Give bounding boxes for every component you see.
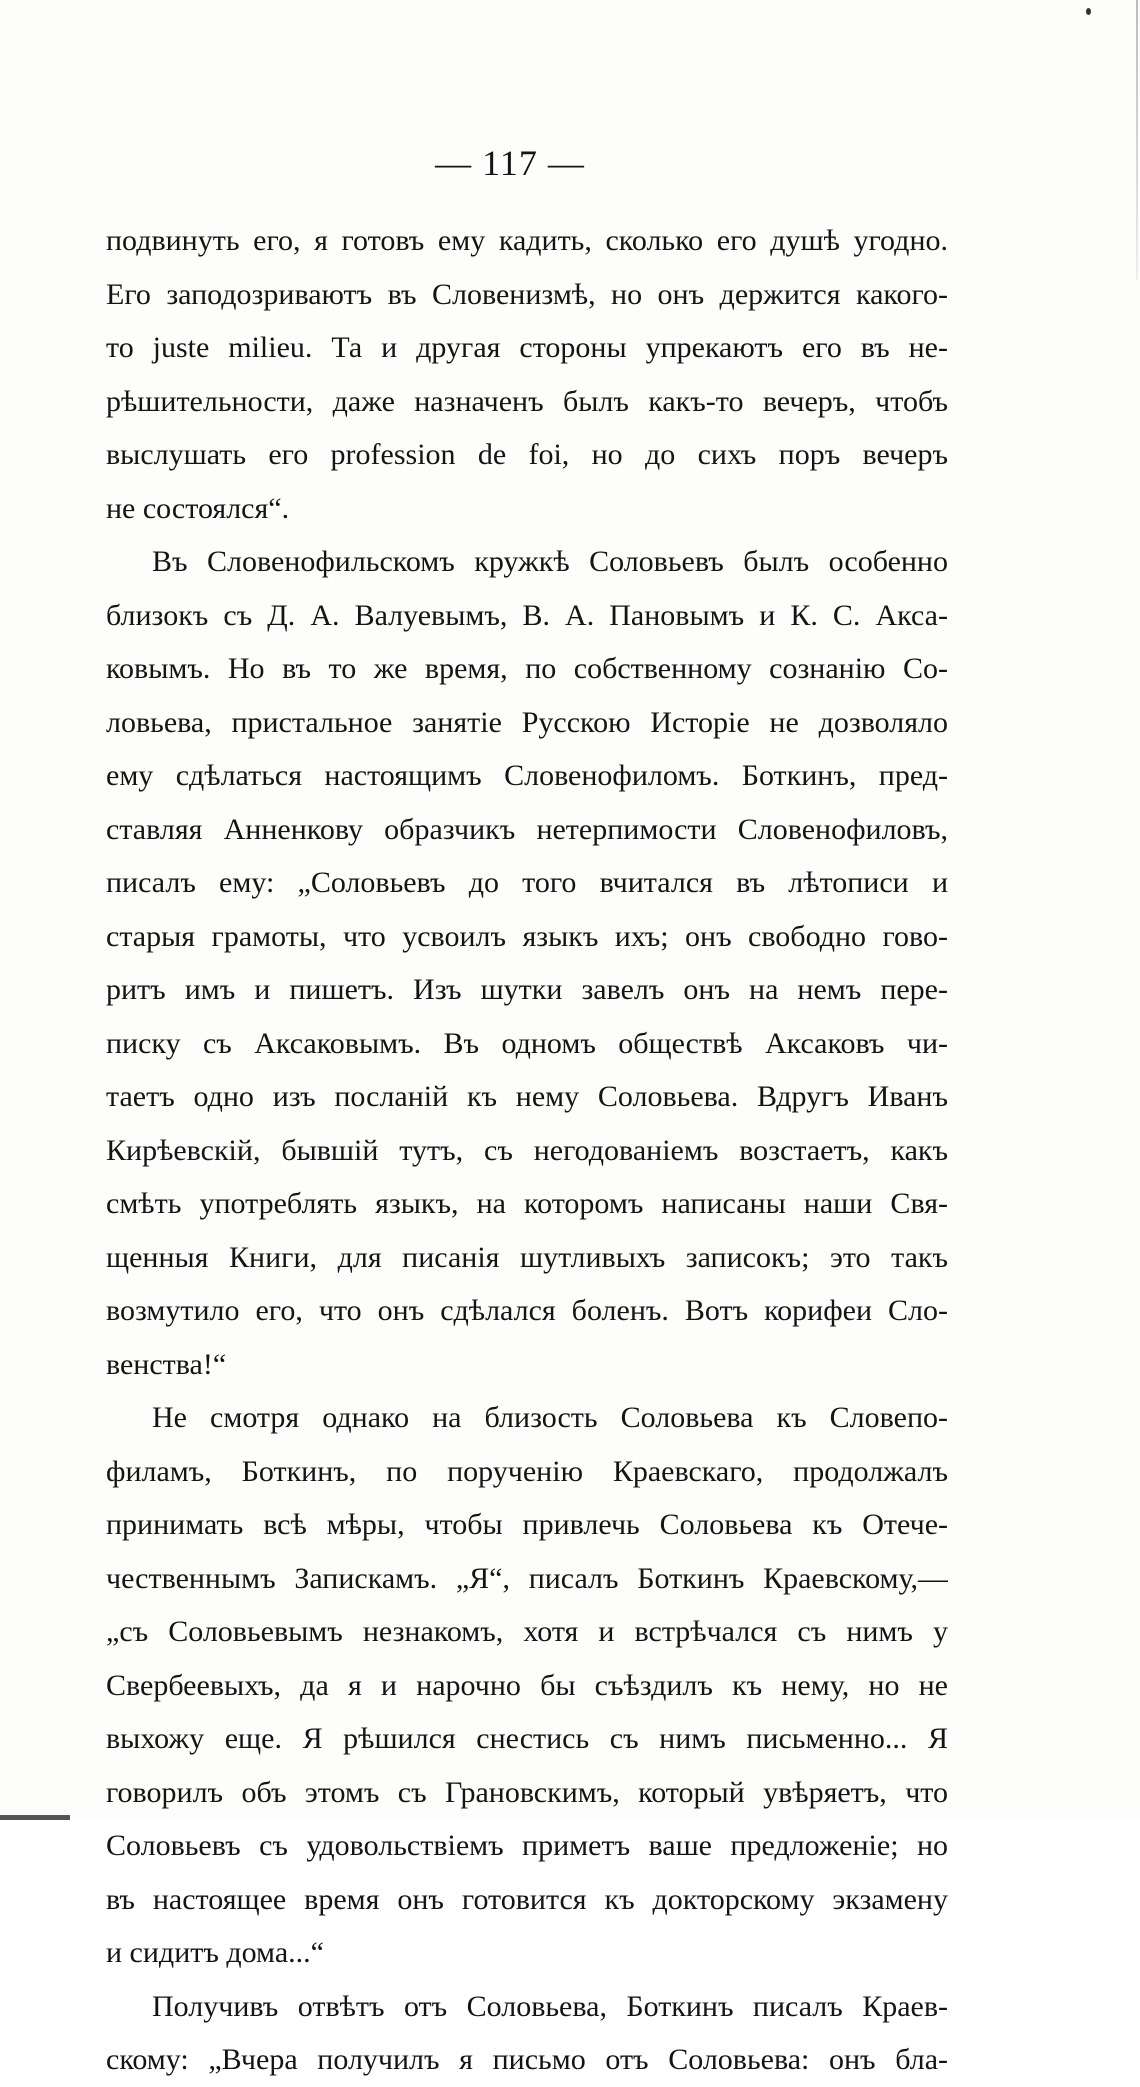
text-line: ставляя Анненкову образчикъ нетерпимости Словенофиловъ, xyxy=(106,812,948,846)
text-line: венства!“ xyxy=(106,1347,227,1381)
text-line: ритъ имъ и пишетъ. Изъ шутки завелъ онъ на немъ пере- xyxy=(106,973,948,1006)
text-line: „съ Соловьевымъ незнакомъ, хотя и встрѣчался съ нимъ у xyxy=(106,1615,948,1648)
text-line: рѣшительности, даже назначенъ былъ какъ-то вечеръ, чтобъ xyxy=(106,384,948,418)
text-line: принимать всѣ мѣры, чтобы привлечь Соловьева къ Отече- xyxy=(106,1508,948,1541)
text-line: Получивъ отвѣтъ отъ Соловьева, Боткинъ писалъ Краев- xyxy=(152,1989,948,2023)
text-line: Свербеевыхъ, да я и нарочно бы съѣздилъ къ нему, но не xyxy=(106,1668,948,1702)
text-line: таетъ одно изъ посланій къ нему Соловьева. Вдругъ Иванъ xyxy=(106,1080,948,1113)
text-line: смѣть употреблять языкъ, на которомъ написаны наши Свя- xyxy=(106,1187,948,1220)
text-line: щенныя Книги, для писанія шутливыхъ записокъ; это такъ xyxy=(106,1240,948,1274)
page-number: — 117 — xyxy=(435,143,585,183)
text-line: Его заподозриваютъ въ Словенизмѣ, но онъ держится какого- xyxy=(106,277,948,311)
page-edge-mark xyxy=(1136,0,1138,280)
text-line: ловьева, пристальное занятіе Русскою Исторіе не дозволяло xyxy=(106,705,948,739)
body-text xyxy=(106,214,948,2087)
scan-edge-mark xyxy=(0,1815,70,1820)
text-line: ему сдѣлаться настоящимъ Словенофиломъ. Боткинъ, пред- xyxy=(106,759,948,792)
text-line: выслушать его profession de foi, но до сихъ поръ вечеръ xyxy=(106,438,948,471)
text-line: Кирѣевскій, бывшій тутъ, съ негодованіемъ возстаетъ, какъ xyxy=(106,1133,948,1167)
text-line: писалъ ему: „Соловьевъ до того вчитался въ лѣтописи и xyxy=(106,866,948,899)
text-line: Не смотря однако на близость Соловьева къ Словепо- xyxy=(152,1401,948,1434)
text-line: чественнымъ Запискамъ. „Я“, писалъ Боткинъ Краевскому,— xyxy=(106,1561,948,1595)
text-line: близокъ съ Д. А. Валуевымъ, В. А. Пановымъ и К. С. Акса- xyxy=(106,598,948,632)
text-line: филамъ, Боткинъ, по порученію Краевскаго, продолжалъ xyxy=(106,1454,948,1488)
text-line: Соловьевъ съ удовольствіемъ приметъ ваше предложеніе; но xyxy=(106,1829,948,1862)
text-line: Въ Словенофильскомъ кружкѣ Соловьевъ былъ особенно xyxy=(152,545,948,578)
text-line: писку съ Аксаковымъ. Въ одномъ обществѣ Аксаковъ чи- xyxy=(106,1026,948,1060)
text-line: ковымъ. Но въ то же время, по собственному сознанію Со- xyxy=(106,652,948,685)
text-line: и сидитъ дома...“ xyxy=(106,1936,324,1969)
text-line: не состоялся“. xyxy=(106,491,290,525)
text-line: то juste milieu. Та и другая стороны упрекаютъ его въ не- xyxy=(106,331,948,364)
text-line: говорилъ объ этомъ съ Грановскимъ, который увѣряетъ, что xyxy=(106,1775,948,1809)
text-line: возмутило его, что онъ сдѣлался боленъ. Вотъ корифеи Сло- xyxy=(106,1294,948,1327)
text-line: скому: „Вчера получилъ я письмо отъ Соловьева: онъ бла- xyxy=(106,2043,948,2076)
ink-speck xyxy=(1086,8,1091,15)
text-line: выхожу еще. Я рѣшился снестись съ нимъ письменно... Я xyxy=(106,1722,948,1755)
text-line: подвинуть его, я готовъ ему кадить, сколько его душѣ угодно. xyxy=(106,224,948,257)
text-line: въ настоящее время онъ готовится къ докторскому экзамену xyxy=(106,1882,948,1916)
text-line: старыя грамоты, что усвоилъ языкъ ихъ; онъ свободно гово- xyxy=(106,919,948,953)
